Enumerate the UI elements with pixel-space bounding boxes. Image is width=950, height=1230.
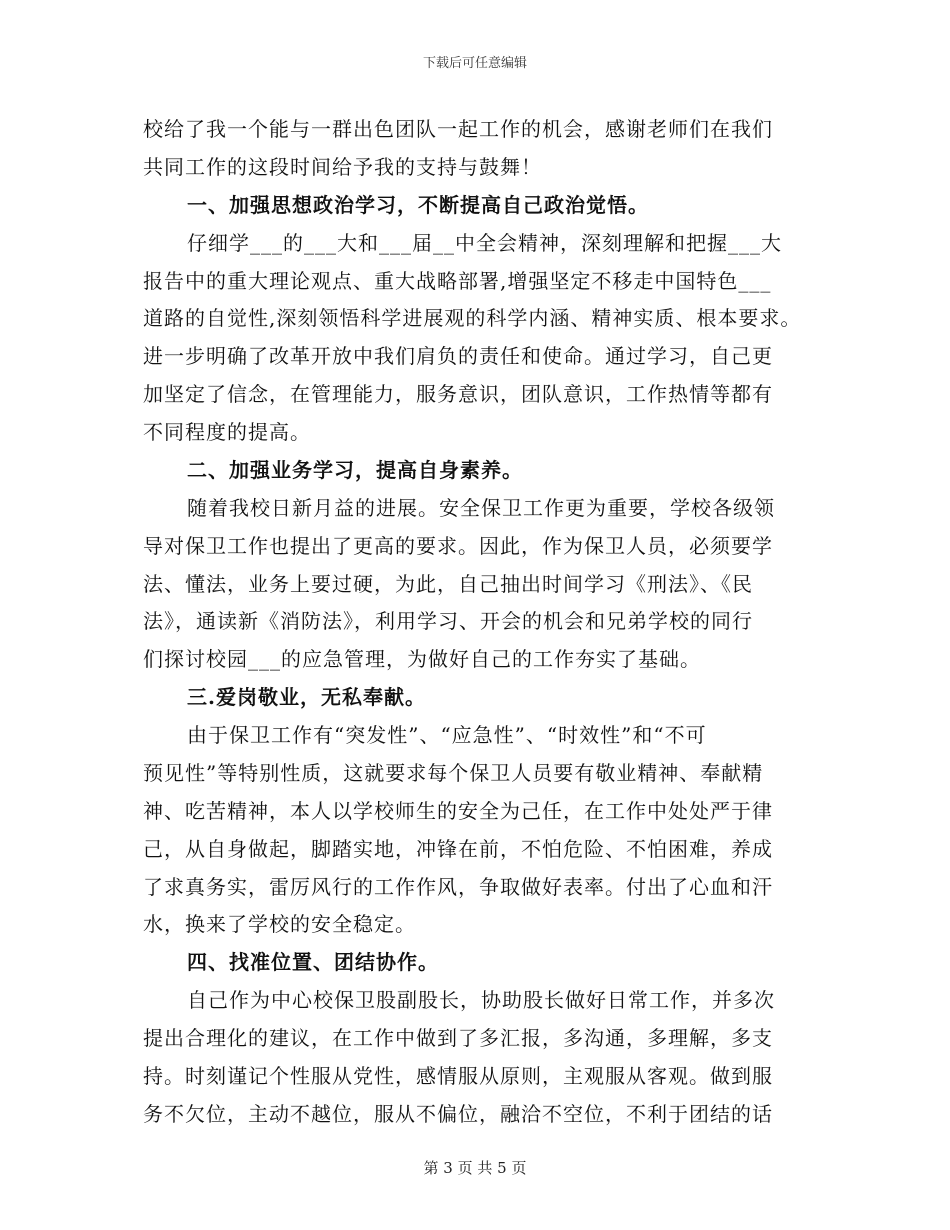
paragraph-line: 水，换来了学校的安全稳定。 (143, 912, 416, 936)
page-header: 下载后可任意编辑 (422, 56, 527, 71)
page-footer: 第 3 页 共 5 页 (423, 1159, 527, 1177)
paragraph-line: 由于保卫工作有“突发性”、“应急性”、“时效性”和“不可 (187, 723, 707, 747)
section-heading-4: 四、找准位置、团结协作。 (187, 950, 439, 974)
paragraph-line: 务不欠位，主动不越位，服从不偏位，融洽不空位，不利于团结的话 (143, 1102, 773, 1126)
paragraph-line: 法、懂法，业务上要过硬，为此，自己抽出时间学习《刑法》、《民 (143, 572, 753, 596)
paragraph-line: 了求真务实，雷厉风行的工作作风，争取做好表率。付出了心血和汗 (143, 875, 773, 899)
paragraph-line: 共同工作的这段时间给予我的支持与鼓舞！ (143, 155, 542, 179)
section-heading-1: 一、加强思想政治学习，不断提高自己政治觉悟。 (187, 193, 649, 217)
paragraph-line: 仔细学___的___大和___届__中全会精神，深刻理解和把握___大 (187, 231, 782, 255)
paragraph-line: 持。时刻谨记个性服从党性，感情服从原则，主观服从客观。做到服 (143, 1064, 773, 1088)
paragraph-line: 加坚定了信念，在管理能力，服务意识，团队意识，工作热情等都有 (143, 382, 773, 406)
paragraph-line: 不同程度的提高。 (143, 420, 311, 444)
paragraph-line: 报告中的重大理论观点、重大战略部署,增强坚定不移走中国特色___ (143, 269, 772, 293)
paragraph-line: 导对保卫工作也提出了更高的要求。因此，作为保卫人员，必须要学 (143, 534, 773, 558)
paragraph-line: 神、吃苦精神，本人以学校师生的安全为己任，在工作中处处严于律 (143, 799, 773, 823)
paragraph-line: 校给了我一个能与一群出色团队一起工作的机会，感谢老师们在我们 (143, 117, 773, 141)
paragraph-line: 进一步明确了改革开放中我们肩负的责任和使命。通过学习，自己更 (143, 344, 773, 368)
paragraph-line: 道路的自觉性,深刻领悟科学进展观的科学内涵、精神实质、根本要求。 (143, 306, 802, 330)
section-heading-3: 三.爱岗敬业，无私奉献。 (187, 685, 426, 709)
paragraph-line: 自己作为中心校保卫股副股长，协助股长做好日常工作，并多次 (187, 988, 775, 1012)
paragraph-line: 提出合理化的建议，在工作中做到了多汇报，多沟通，多理解，多支 (143, 1026, 773, 1050)
paragraph-line: 们探讨校园___的应急管理，为做好自己的工作夯实了基础。 (143, 647, 701, 671)
section-heading-2: 二、加强业务学习，提高自身素养。 (187, 458, 523, 482)
paragraph-line: 预见性”等特别性质，这就要求每个保卫人员要有敬业精神、奉献精 (143, 761, 764, 785)
paragraph-line: 随着我校日新月益的进展。安全保卫工作更为重要，学校各级领 (187, 496, 775, 520)
paragraph-line: 法》，通读新《消防法》，利用学习、开会的机会和兄弟学校的同行 (143, 609, 753, 633)
paragraph-line: 己，从自身做起，脚踏实地，冲锋在前，不怕危险、不怕困难，养成 (143, 837, 773, 861)
